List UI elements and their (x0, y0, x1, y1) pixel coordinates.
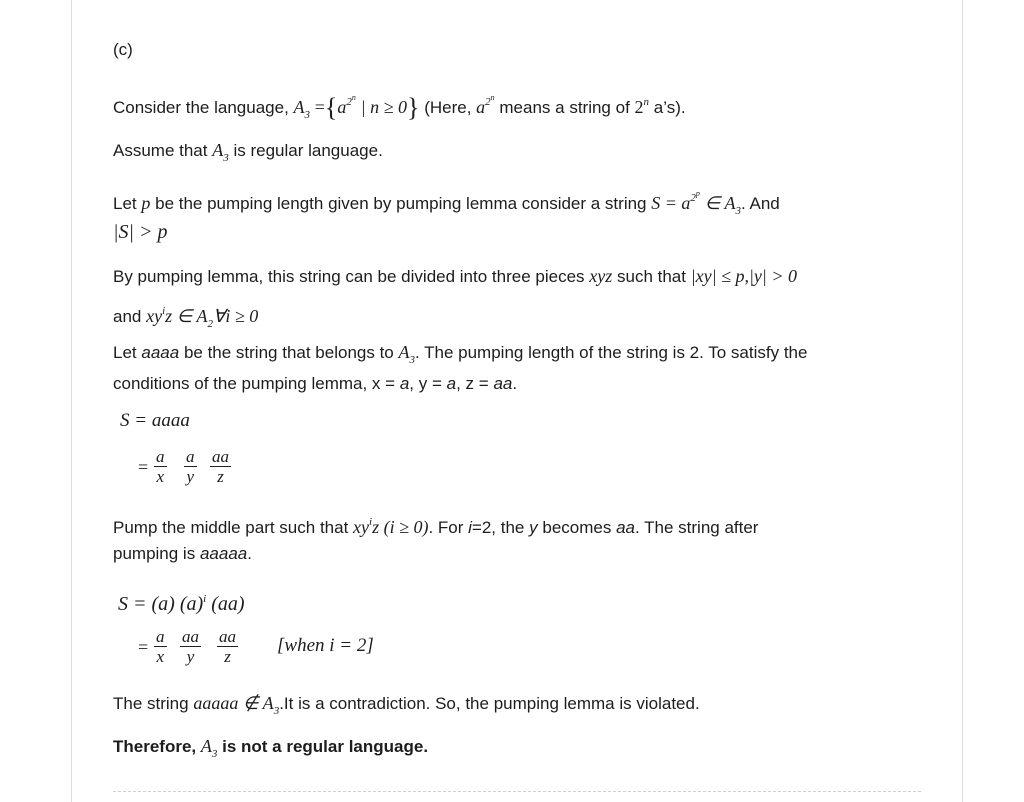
period: . (512, 374, 518, 393)
s-length-condition: |S| > p (113, 221, 168, 243)
conclusion-text: is not a regular language. (222, 737, 429, 756)
pumping-length-statement (113, 184, 780, 221)
division-text: By pumping lemma, this string can be divided into three pieces (113, 267, 585, 286)
eq1-lhs: S = aaaa (120, 410, 190, 431)
here-expr: $a^{2^n}$ (476, 93, 495, 117)
pump-expr: $xy^iz$ (i ≥ 0) (353, 516, 429, 537)
y-label: , y = (409, 374, 442, 393)
part-label: (c) (113, 40, 133, 59)
becomes-text: becomes (542, 518, 612, 537)
contradiction (113, 693, 700, 721)
assumption (113, 140, 383, 168)
set-condition: | n ≥ 0 (360, 97, 407, 117)
s-in: ∈ $A_3$ (704, 193, 741, 217)
for-text: . For (428, 518, 464, 537)
pumping-is: pumping is (113, 544, 196, 563)
eq2-equals: = (138, 637, 149, 657)
xyz-expr: xyz (589, 266, 613, 286)
contradiction-text: .It is a contradiction. So, the pumping lemma is violated. (279, 694, 700, 713)
set-name: $A_3$ (293, 97, 311, 121)
eq2-when: [when i = 2] (277, 635, 374, 656)
set-base: $a^{2^n}$ (337, 93, 356, 117)
middle-text: be the pumping length given by pumping lemma consider a string (155, 194, 647, 213)
here-text: (Here, (424, 98, 472, 117)
brace-close: } (406, 93, 420, 122)
eq1-part-z: $\frac{aa}{z}$ (212, 447, 229, 486)
y-value: a (446, 374, 457, 393)
tail-text: a’s). (653, 98, 686, 117)
assume-rest: is regular language. (233, 141, 383, 160)
pump-text: Pump the middle part such that (113, 518, 349, 537)
p-var: p (141, 193, 151, 213)
eq1-part-x: $\frac{a}{x}$ (156, 447, 165, 486)
pump-statement (113, 512, 758, 538)
length-condition: |xy| ≤ p,|y| > 0 (690, 266, 798, 286)
therefore-text: Therefore, (113, 737, 197, 756)
aa-string: aa (616, 518, 635, 537)
language-definition (113, 88, 686, 125)
i-var: i (468, 518, 472, 537)
two-power: 2$^n$ (634, 96, 650, 117)
eq2-part-x: $\frac{a}{x}$ (156, 627, 165, 666)
conditions-text: conditions of the pumping lemma, x = (113, 374, 396, 393)
brace-open: { (324, 93, 338, 122)
after-text: . The string after (635, 518, 759, 537)
assume-text: Assume that (113, 141, 208, 160)
and-text: . And (741, 194, 780, 213)
string-text: The string (113, 694, 189, 713)
z-label: , z = (456, 374, 489, 393)
example-assignment (113, 374, 517, 394)
let-text: Let (113, 194, 137, 213)
belongs-text: be the string that belongs to (183, 343, 394, 362)
division-statement (113, 266, 797, 287)
y-var: y (529, 518, 538, 537)
eq2-lhs: S = (a) $(a)^i$ (aa) (118, 593, 245, 615)
let-word: Let (113, 343, 137, 362)
s-expr: $S = a^{2^p}$ (651, 189, 700, 213)
period: . (247, 544, 252, 563)
equals: = (314, 97, 325, 117)
eq1-part-y: $\frac{a}{y}$ (186, 447, 195, 486)
such-that: such that (616, 267, 686, 286)
and-word: and (113, 307, 142, 326)
pump-expr: $xy^iz$ ∈ $A_2\forall i \ge 0$ (146, 305, 259, 330)
z-value: aa (493, 374, 513, 393)
eq2-part-y: $\frac{aa}{y}$ (182, 627, 199, 666)
pump-condition (113, 301, 258, 334)
set-ref: $A_3$ (398, 342, 415, 366)
conclusion (113, 736, 428, 764)
x-value: a (399, 374, 410, 393)
set-ref: $A_3$ (212, 140, 229, 164)
pumped-string (113, 544, 252, 564)
set-ref: $A_3$ (200, 736, 218, 760)
pumping-length-text: . The pumping length of the string is 2. To satisfy the (414, 343, 808, 362)
intro-text: Consider the language, (113, 98, 289, 117)
aaaa-string: aaaa (141, 343, 180, 362)
eq2-part-z: $\frac{aa}{z}$ (219, 627, 236, 666)
bottom-divider (113, 791, 921, 792)
means-text: means a string of (499, 98, 630, 117)
example-string (113, 342, 807, 370)
not-in-expr: aaaaa ∉ $A_3$ (193, 693, 280, 717)
eq2-text: =2, the (471, 518, 525, 537)
aaaaa-string: aaaaa (199, 544, 248, 563)
eq1-equals: = (138, 457, 149, 477)
